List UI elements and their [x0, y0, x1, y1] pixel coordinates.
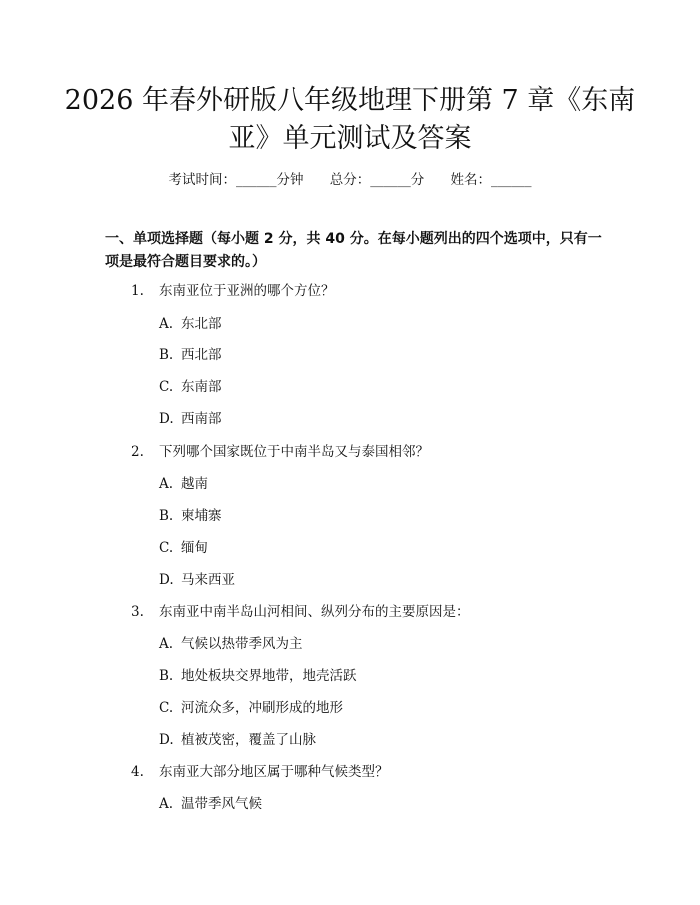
option-item [159, 377, 222, 397]
option-item [159, 474, 208, 494]
option-item [159, 666, 357, 686]
option-item [159, 698, 343, 718]
option-letter: B. [159, 508, 174, 524]
question-number: 2. [131, 444, 144, 460]
option-letter: A. [159, 316, 174, 332]
option-letter: B. [159, 347, 174, 363]
score-blank: ______ [370, 172, 411, 188]
option-text: 柬埔寨 [181, 508, 222, 524]
option-item [159, 730, 316, 750]
option-text: 越南 [181, 476, 208, 492]
score-unit: 分 [410, 172, 425, 188]
option-text: 气候以热带季风为主 [181, 636, 303, 652]
option-text: 温带季风气候 [181, 796, 262, 812]
time-unit: 分钟 [276, 172, 304, 188]
option-text: 西南部 [181, 411, 222, 427]
option-text: 河流众多，冲刷形成的地形 [181, 700, 343, 716]
score-label: 总分： [329, 172, 371, 188]
exam-info-line [0, 168, 700, 188]
document-title: 2026 年春外研版八年级地理下册第 7 章《东南亚》单元测试及答案 [64, 85, 636, 154]
option-text: 马来西亚 [181, 572, 235, 588]
section-heading: 一、单项选择题（每小题 2 分，共 40 分。在每小题列出的四个选项中，只有一项是最符合题目要求的。） [105, 231, 602, 270]
option-text: 东北部 [181, 316, 222, 332]
name-label: 姓名： [450, 172, 492, 188]
option-letter: A. [159, 476, 174, 492]
option-item [159, 634, 303, 654]
option-letter: D. [159, 411, 174, 427]
option-item [159, 314, 222, 334]
option-text: 缅甸 [181, 540, 208, 556]
option-text: 西北部 [181, 347, 222, 363]
option-item [159, 794, 262, 814]
option-letter: A. [159, 796, 174, 812]
option-item [159, 409, 222, 429]
option-letter: C. [159, 700, 174, 716]
option-letter: C. [159, 379, 174, 395]
option-text: 地处板块交界地带，地壳活跃 [181, 668, 357, 684]
name-blank: ______ [491, 172, 532, 188]
question-text: 东南亚中南半岛山河相间、纵列分布的主要原因是： [159, 604, 470, 620]
question-text: 东南亚大部分地区属于哪种气候类型？ [159, 764, 389, 780]
question-number: 1. [131, 283, 144, 299]
time-label: 考试时间： [168, 172, 236, 188]
option-letter: A. [159, 636, 174, 652]
option-letter: B. [159, 668, 174, 684]
time-blank: ______ [235, 172, 277, 188]
question-number: 4. [131, 764, 144, 780]
option-item [159, 345, 222, 365]
question-text: 下列哪个国家既位于中南半岛又与泰国相邻？ [159, 444, 429, 460]
option-letter: C. [159, 540, 174, 556]
question-text: 东南亚位于亚洲的哪个方位？ [159, 283, 335, 299]
option-text: 植被茂密，覆盖了山脉 [181, 732, 316, 748]
option-item [159, 506, 222, 526]
option-letter: D. [159, 732, 174, 748]
option-text: 东南部 [181, 379, 222, 395]
option-item [159, 570, 235, 590]
option-letter: D. [159, 572, 174, 588]
question-number: 3. [131, 604, 144, 620]
option-item [159, 538, 208, 558]
